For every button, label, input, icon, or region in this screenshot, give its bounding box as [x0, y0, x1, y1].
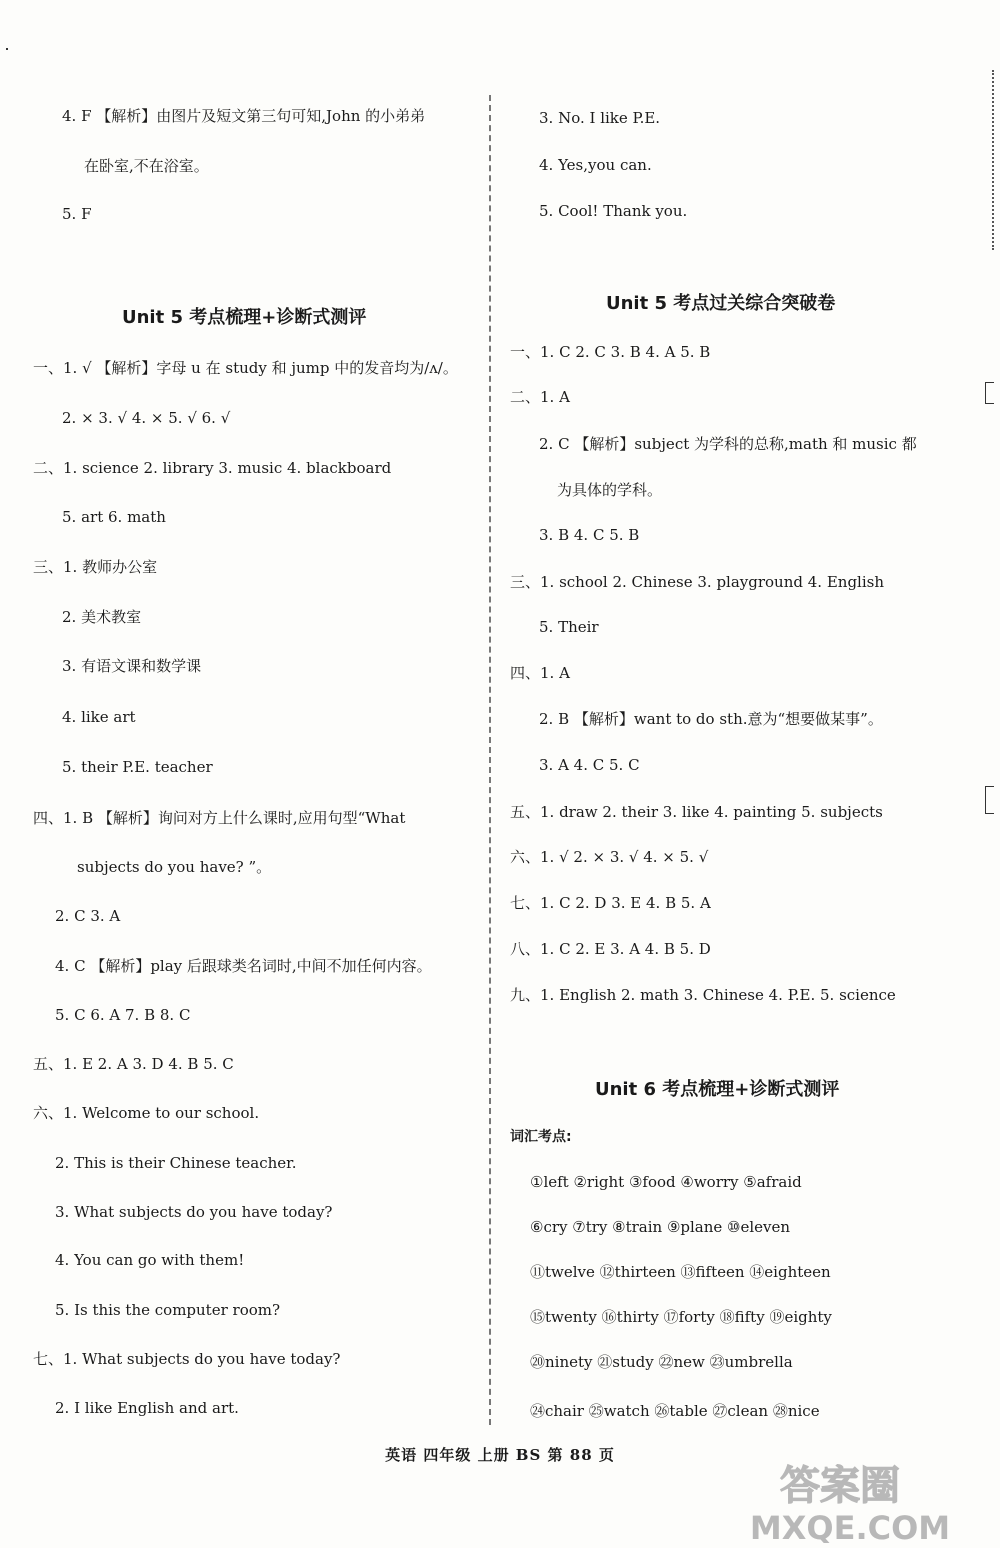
answer-line: 5. F: [62, 205, 92, 223]
answer-line: 4. like art: [62, 708, 136, 726]
section-heading: Unit 6 考点梳理+诊断式测评: [595, 1079, 840, 1100]
answer-line: 一、1. C 2. C 3. B 4. A 5. B: [510, 343, 711, 361]
watermark-text-top: 答案圈: [780, 1463, 900, 1509]
answer-line: 3. What subjects do you have today?: [55, 1203, 333, 1221]
binding-edge-mark: [985, 382, 994, 404]
answer-line: 4. C 【解析】play 后跟球类名词时,中间不加任何内容。: [55, 957, 432, 975]
answer-line: 二、1. science 2. library 3. music 4. blackboard: [33, 459, 392, 477]
answer-line: 2. This is their Chinese teacher.: [55, 1154, 297, 1172]
binding-edge-dots: [992, 70, 994, 250]
watermark-text-bottom: MXQE.COM: [749, 1509, 951, 1543]
answer-line: 5. their P.E. teacher: [62, 758, 213, 776]
section-heading: Unit 5 考点过关综合突破卷: [606, 293, 836, 314]
answer-line: 三、1. 教师办公室: [33, 558, 158, 576]
answer-line: 在卧室,不在浴室。: [84, 157, 209, 175]
answer-line: 六、1. √ 2. × 3. √ 4. × 5. √: [510, 848, 709, 866]
answer-line: 4. You can go with them!: [55, 1251, 245, 1269]
answer-line: 五、1. E 2. A 3. D 4. B 5. C: [33, 1055, 234, 1073]
answer-line: 5. Cool! Thank you.: [539, 202, 688, 220]
answer-line: subjects do you have? ”。: [77, 858, 272, 876]
answer-line: 四、1. A: [510, 664, 570, 682]
watermark-logo: [720, 1455, 980, 1543]
vocab-label: 词汇考点:: [510, 1129, 572, 1145]
vocab-line: ⑮twenty ⑯thirty ⑰forty ⑱fifty ⑲eighty: [530, 1308, 832, 1326]
answer-line: 2. B 【解析】want to do sth.意为“想要做某事”。: [539, 710, 883, 728]
answer-line: 2. C 【解析】subject 为学科的总称,math 和 music 都: [539, 435, 917, 453]
answer-line: 一、1. √ 【解析】字母 u 在 study 和 jump 中的发音均为/ʌ/。: [33, 359, 458, 377]
page-footer: 英语 四年级 上册 BS 第 88 页: [385, 1446, 615, 1464]
answer-line: 四、1. B 【解析】询问对方上什么课时,应用句型“What: [33, 809, 406, 827]
vocab-line: ㉔chair ㉕watch ㉖table ㉗clean ㉘nice: [530, 1402, 820, 1420]
answer-line: 七、1. What subjects do you have today?: [33, 1350, 341, 1368]
answer-line: 2. C 3. A: [55, 907, 121, 925]
answer-line: 五、1. draw 2. their 3. like 4. painting 5. subjects: [510, 803, 883, 821]
answer-line: 2. I like English and art.: [55, 1399, 239, 1417]
answer-line: 3. B 4. C 5. B: [539, 526, 640, 544]
vocab-line: ⑥cry ⑦try ⑧train ⑨plane ⑩eleven: [530, 1218, 791, 1236]
answer-line: 2. 美术教室: [62, 608, 142, 626]
answer-line: 5. Is this the computer room?: [55, 1301, 281, 1319]
answer-line: 3. No. I like P.E.: [539, 109, 661, 127]
answer-line: 二、1. A: [510, 388, 570, 406]
answer-line: 2. × 3. √ 4. × 5. √ 6. √: [62, 409, 231, 427]
section-heading: Unit 5 考点梳理+诊断式测评: [122, 307, 367, 328]
vocab-line: ①left ②right ③food ④worry ⑤afraid: [530, 1173, 802, 1191]
vocab-line: ⑪twelve ⑫thirteen ⑬fifteen ⑭eighteen: [530, 1263, 831, 1281]
answer-line: 为具体的学科。: [557, 481, 663, 499]
corner-mark: [6, 48, 8, 50]
answer-line: 4. Yes,you can.: [539, 156, 652, 174]
answer-line: 3. A 4. C 5. C: [539, 756, 640, 774]
answer-line: 九、1. English 2. math 3. Chinese 4. P.E. 5. science: [510, 986, 896, 1004]
answer-line: 4. F 【解析】由图片及短文第三句可知,John 的小弟弟: [62, 107, 426, 125]
answer-line: 5. art 6. math: [62, 508, 166, 526]
answer-line: 5. C 6. A 7. B 8. C: [55, 1006, 191, 1024]
answer-line: 5. Their: [539, 618, 599, 636]
answer-line: 三、1. school 2. Chinese 3. playground 4. English: [510, 573, 884, 591]
column-divider: [489, 95, 491, 1425]
answer-line: 3. 有语文课和数学课: [62, 657, 202, 675]
answer-line: 六、1. Welcome to our school.: [33, 1104, 260, 1122]
vocab-line: ⑳ninety ㉑study ㉒new ㉓umbrella: [530, 1353, 793, 1371]
answer-line: 七、1. C 2. D 3. E 4. B 5. A: [510, 894, 711, 912]
binding-edge-mark: [985, 786, 994, 814]
answer-line: 八、1. C 2. E 3. A 4. B 5. D: [510, 940, 711, 958]
